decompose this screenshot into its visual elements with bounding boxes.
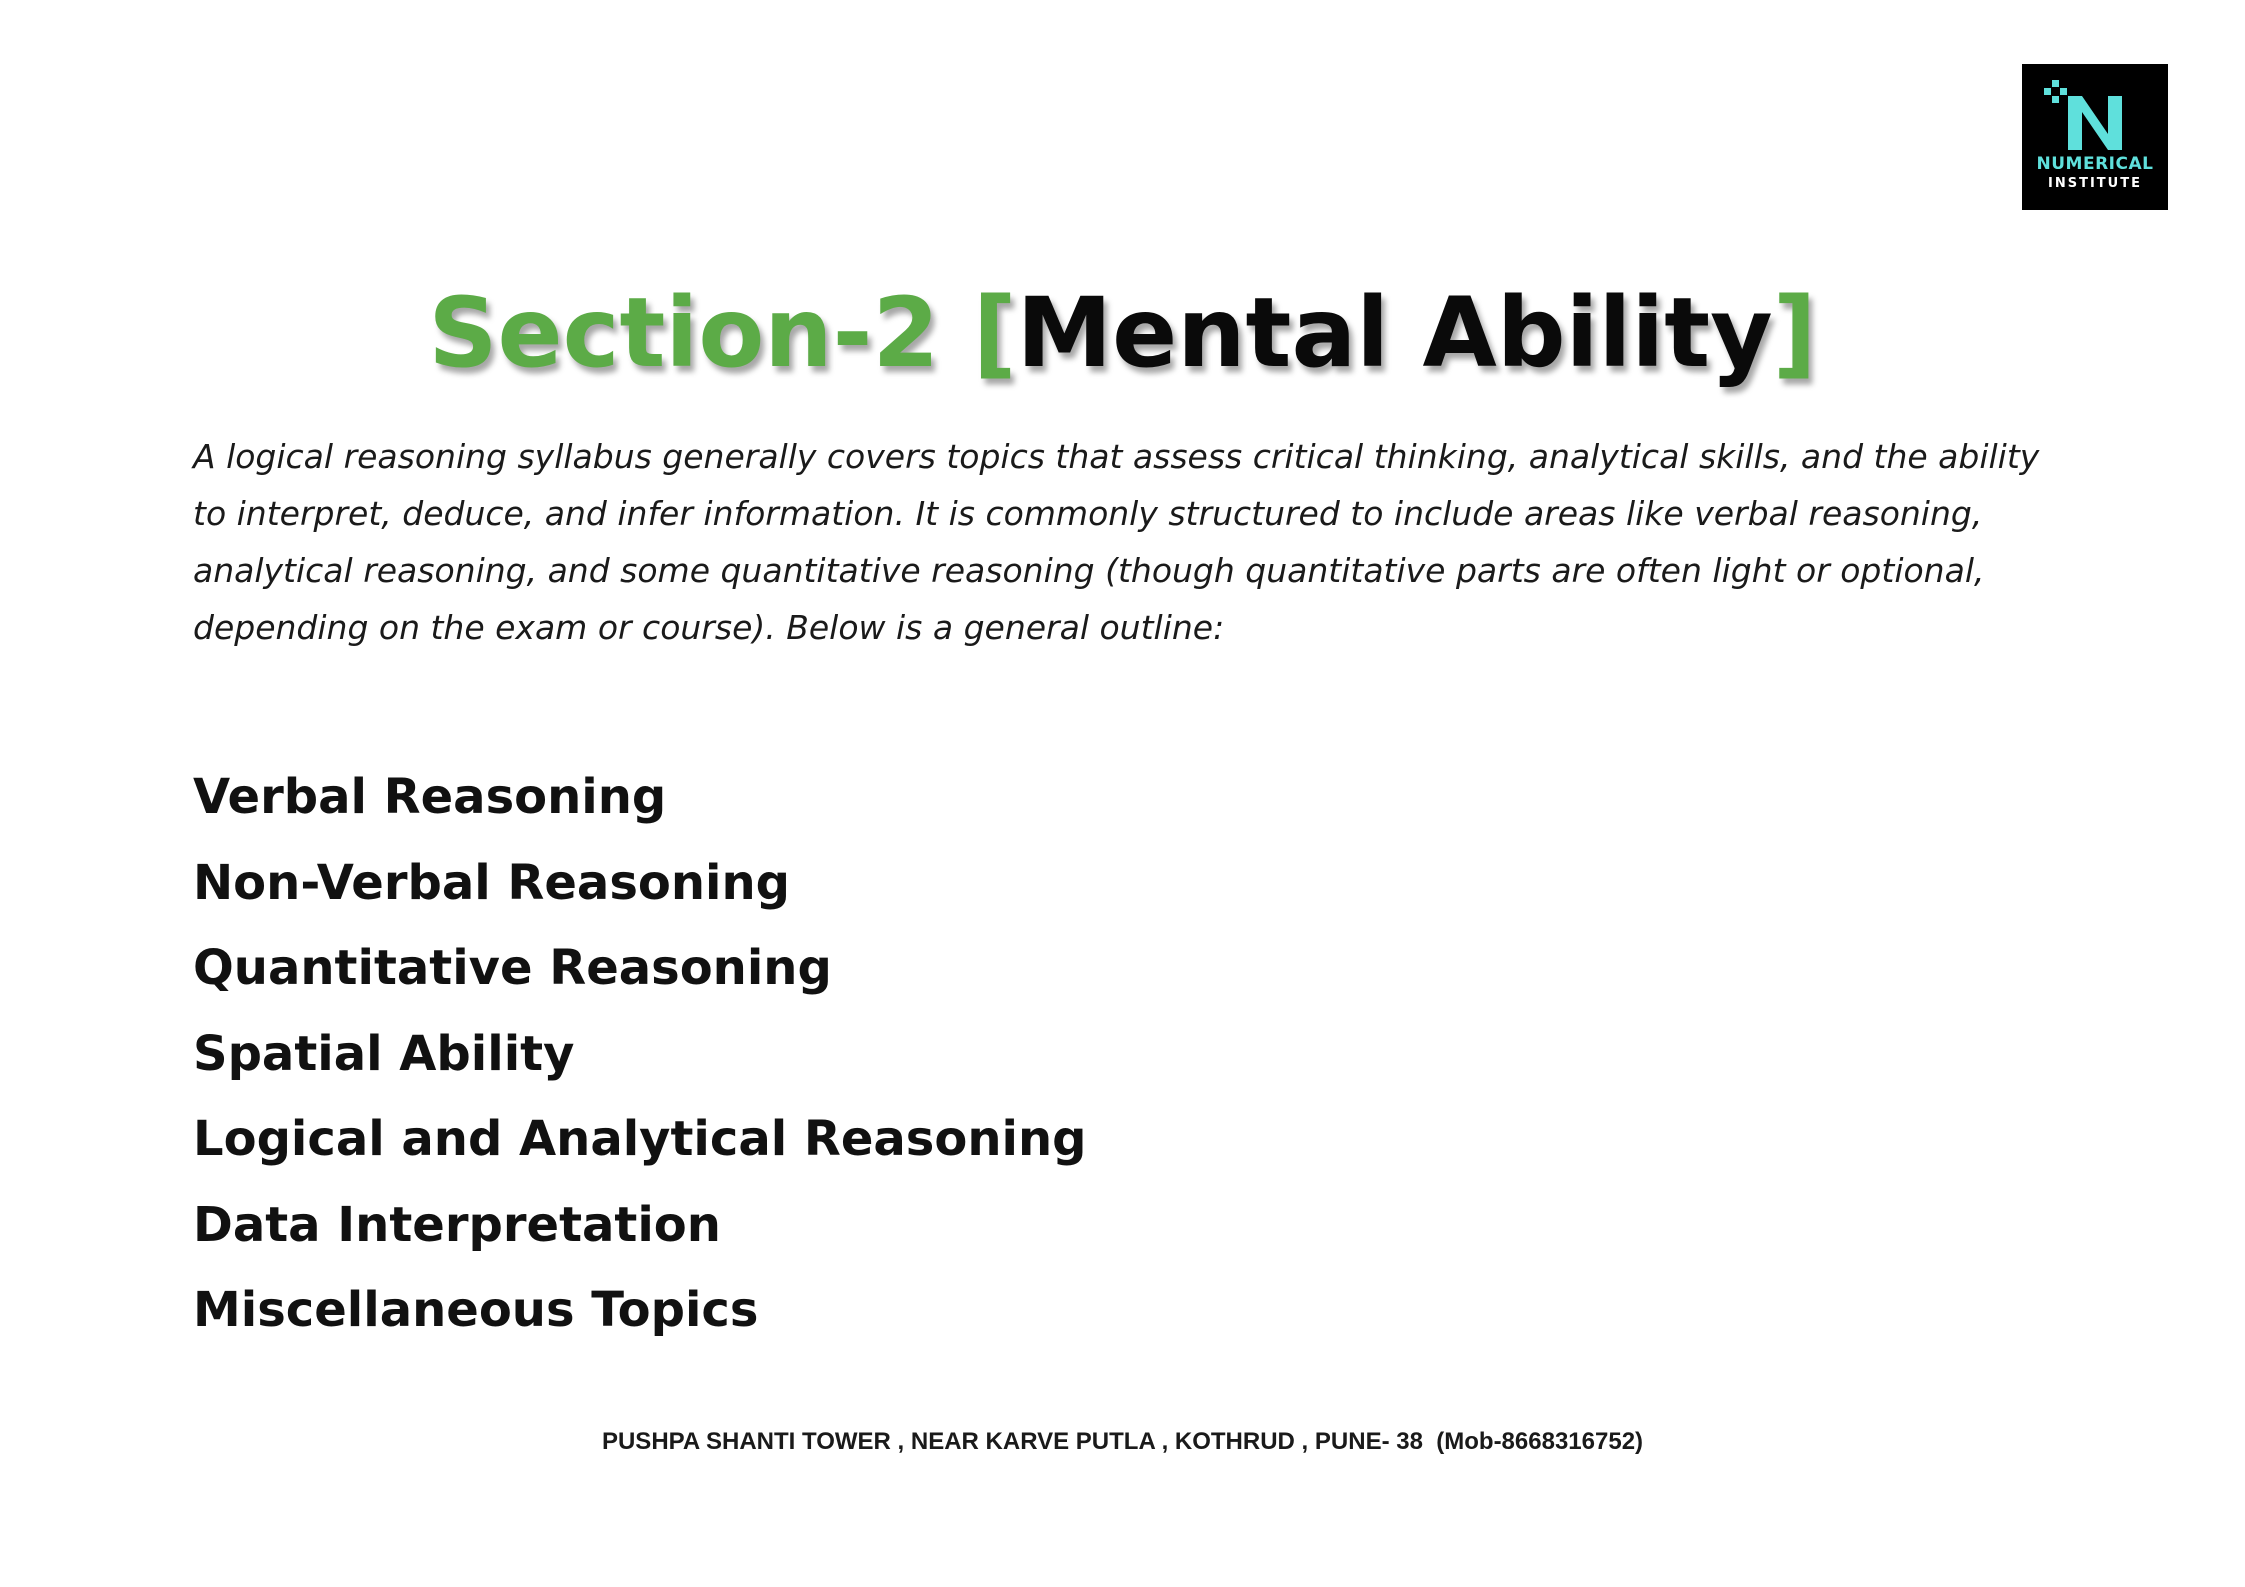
section-subject: Mental Ability — [1016, 277, 1773, 389]
footer-address: PUSHPA SHANTI TOWER , NEAR KARVE PUTLA , KOTHRUD , PUNE- 38 (Mob-8668316752) — [601, 1428, 1644, 1455]
topic-item: Quantitative Reasoning — [193, 940, 832, 996]
title-close-bracket: ] — [1772, 277, 1817, 389]
topic-item: Data Interpretation — [193, 1196, 721, 1253]
topic-item: Spatial Ability — [193, 1025, 575, 1082]
n-logo-icon — [2042, 78, 2148, 158]
logo-wordmark-numerical: NUMERICAL — [2036, 154, 2154, 174]
topic-item: Logical and Analytical Reasoning — [193, 1111, 1087, 1167]
logo-wordmark-institute: INSTITUTE — [2048, 176, 2142, 191]
topic-item: Miscellaneous Topics — [193, 1282, 759, 1338]
title-open-bracket: [ — [972, 277, 1017, 389]
topic-item: Verbal Reasoning — [193, 769, 667, 825]
intro-paragraph: A logical reasoning syllabus generally covers topics that assess critical thinking, analytical skills, and the ability to interpret, deduce, and infer information. It is commonly structured to include areas like verbal reasoning, analytical reasoning, and some quantitative reasoning (though quantitative parts are often light or optional, depending on the exam or course). Below is a general outline: — [193, 437, 2040, 647]
section-label: Section-2 — [428, 277, 940, 389]
page-title — [0, 268, 2245, 398]
topic-item: Non-Verbal Reasoning — [193, 854, 791, 911]
topic-list — [193, 755, 1086, 1354]
institute-logo — [2022, 64, 2168, 210]
